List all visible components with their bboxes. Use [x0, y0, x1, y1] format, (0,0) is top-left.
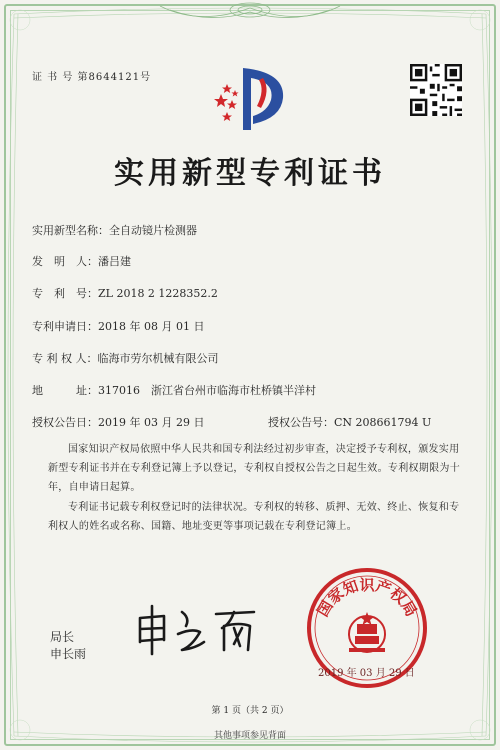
seal-date: 2019 年 03 月 29 日 — [318, 668, 415, 679]
field-value: 2019 年 03 月 29 日 — [98, 416, 205, 429]
field-patent-number — [32, 285, 218, 301]
page-number: 第 1 页（共 2 页） — [211, 706, 289, 716]
field-label: 专利申请日： — [32, 320, 98, 333]
grant-statement — [48, 440, 468, 497]
field-value: 潘吕建 — [98, 255, 131, 268]
field-label: 专 利 权 人： — [32, 352, 98, 365]
field-label: 授权公告号： — [268, 416, 334, 429]
field-inventor — [32, 253, 131, 269]
field-grant-number — [268, 414, 431, 430]
field-filing-date — [32, 318, 204, 334]
field-address — [32, 382, 316, 398]
field-value: 317016 浙江省台州市临海市杜桥镇半洋村 — [98, 384, 316, 397]
field-value: 2018 年 08 月 01 日 — [98, 320, 205, 333]
field-utility-model-name — [32, 222, 197, 238]
field-value: ZL 2018 2 1228352.2 — [98, 287, 218, 300]
top-ornament — [150, 0, 350, 30]
seal-text: 国家知识产权局 — [313, 576, 421, 620]
cnipa-logo-icon — [205, 60, 295, 135]
grant-statement-line: 新型专利证书并在专利登记簿上予以登记，专利权自授权公告之日起生效。专利权期限为十 — [48, 463, 460, 474]
field-grant-date — [32, 414, 204, 430]
legal-status-statement — [48, 498, 468, 536]
field-value: 临海市劳尔机械有限公司 — [97, 352, 219, 365]
field-label: 实用新型名称： — [32, 224, 109, 237]
grant-statement-line: 年，自申请日起算。 — [48, 482, 141, 493]
grant-statement-line: 国家知识产权局依照中华人民共和国专利法经过初步审查，决定授予专利权，颁发实用 — [68, 444, 460, 455]
field-label: 专 利 号： — [32, 287, 98, 300]
field-label: 地 址： — [32, 384, 98, 397]
legal-status-line: 利权人的姓名或名称、国籍、地址变更等事项记载在专利登记簿上。 — [48, 521, 357, 532]
signatory-title: 局长 — [50, 630, 75, 644]
certificate-title: 实用新型专利证书 — [114, 156, 386, 191]
legal-status-line: 专利证书记载专利权登记时的法律状况。专利权的转移、质押、无效、终止、恢复和专 — [68, 502, 460, 513]
certificate-number-suffix: 号 — [140, 72, 152, 83]
field-label: 发 明 人： — [32, 255, 98, 268]
handwritten-signature — [130, 598, 270, 658]
certificate-number-value: 8644121 — [88, 72, 141, 83]
field-patentee — [32, 350, 219, 366]
certificate-number — [32, 68, 151, 83]
footer-note: 其他事项参见背面 — [213, 731, 286, 741]
field-label: 授权公告日： — [32, 416, 98, 429]
signatory-name: 申长雨 — [50, 647, 87, 661]
field-value: 全自动镜片检测器 — [109, 224, 197, 237]
field-value: CN 208661794 U — [334, 416, 432, 429]
qr-code-icon — [410, 64, 462, 116]
certificate-number-label: 证 书 号 第 — [32, 72, 89, 83]
